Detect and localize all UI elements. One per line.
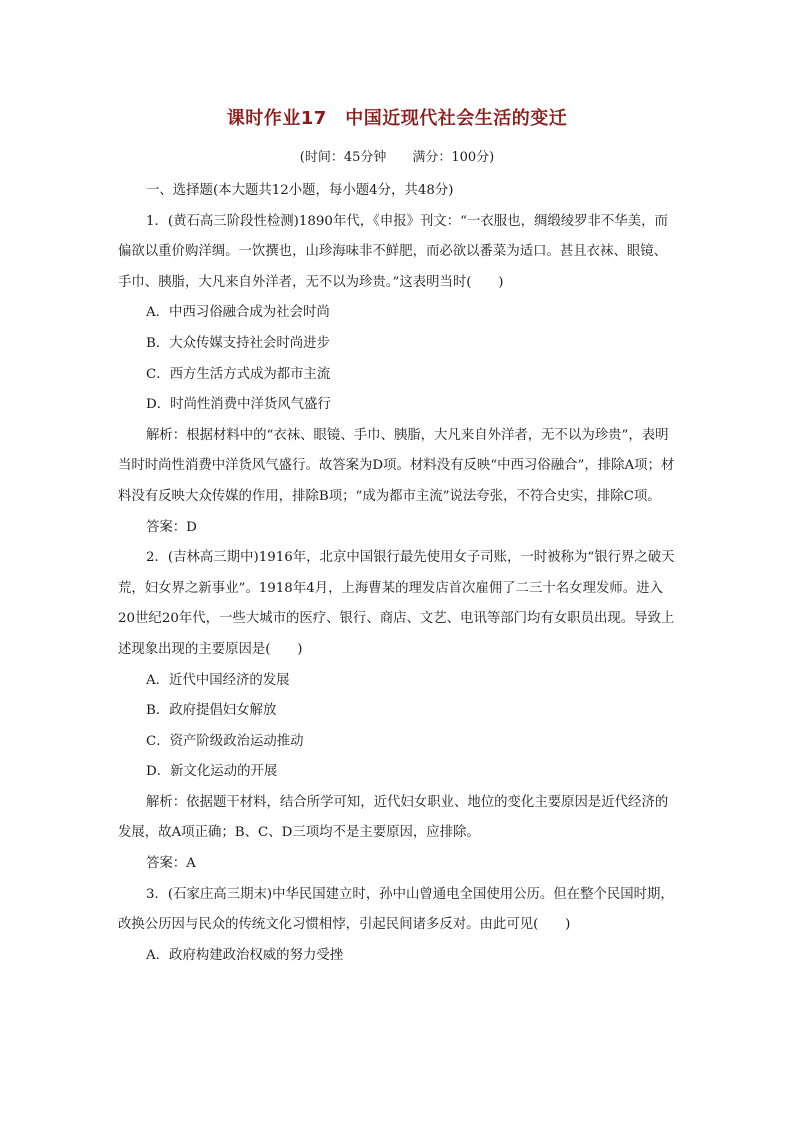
question-1-option-a: A．中西习俗融合成为社会时尚	[146, 305, 330, 321]
exam-time-score: (时间：45分钟 满分：100分)	[299, 150, 495, 165]
question-2-option-d: D．新文化运动的开展	[146, 764, 278, 780]
question-2-stem: 2．(吉林高三期中)1916年，北京中国银行最先使用女子司账，一时被称为“银行界之破天荒，妇女界之新事业”。1918年4月，上海曹某的理发店首次雇佣了二三十名女理发师。进入20世纪20年代，一些大城市的医疗、银行、商店、文艺、电讯等部门均有女职员出现。导致上述现象出现的主要原因是( )	[118, 550, 675, 657]
question-2-analysis: 解析：依据题干材料，结合所学可知，近代妇女职业、地位的变化主要原因是近代经济的发展，故A项正确；B、C、D三项均不是主要原因，应排除。	[118, 794, 669, 841]
question-1-option-b: B．大众传媒支持社会时尚进步	[146, 335, 330, 351]
section-heading: 一、选择题(本大题共12小题，每小题4分，共48分)	[146, 183, 454, 198]
question-2-option-a: A．近代中国经济的发展	[146, 672, 290, 688]
document-body	[118, 176, 678, 971]
question-1-option-d: D．时尚性消费中洋货风气盛行	[146, 397, 331, 413]
question-3-option-a: A．政府构建政治权威的努力受挫	[146, 947, 344, 963]
question-2-option-c: C．资产阶级政治运动推动	[146, 733, 304, 749]
question-1-answer: 答案：D	[146, 519, 197, 535]
page-title: 课时作业17 中国近现代社会生活的变迁	[226, 108, 568, 129]
question-2-option-b: B．政府提倡妇女解放	[146, 703, 277, 719]
question-3-stem: 3．(石家庄高三期末)中华民国建立时，孙中山曾通电全国使用公历。但在整个民国时期，改换公历因与民众的传统文化习惯相悖，引起民间诸多反对。由此可见( )	[118, 886, 674, 933]
question-1-stem: 1．(黄石高三阶段性检测)1890年代，《申报》刊文：“一衣服也，绸缎绫罗非不华美，而偏欲以重价购洋绸。一饮撰也，山珍海味非不鲜肥，而必欲以番菜为适口。甚且衣袜、眼镜、手巾、胰脂，大凡来自外洋者，无不以为珍贵。”这表明当时( )	[118, 213, 668, 290]
question-2-answer: 答案：A	[146, 856, 196, 872]
question-1-option-c: C．西方生活方式成为都市主流	[146, 366, 331, 382]
question-1-analysis: 解析：根据材料中的“衣袜、眼镜、手巾、胰脂，大凡来自外洋者，无不以为珍贵”，表明当时时尚性消费中洋货风气盛行。故答案为D项。材料没有反映“中西习俗融合”，排除A项；材料没有反映大众传媒的作用，排除B项；“成为都市主流”说法夸张，不符合史实，排除C项。	[118, 427, 675, 504]
